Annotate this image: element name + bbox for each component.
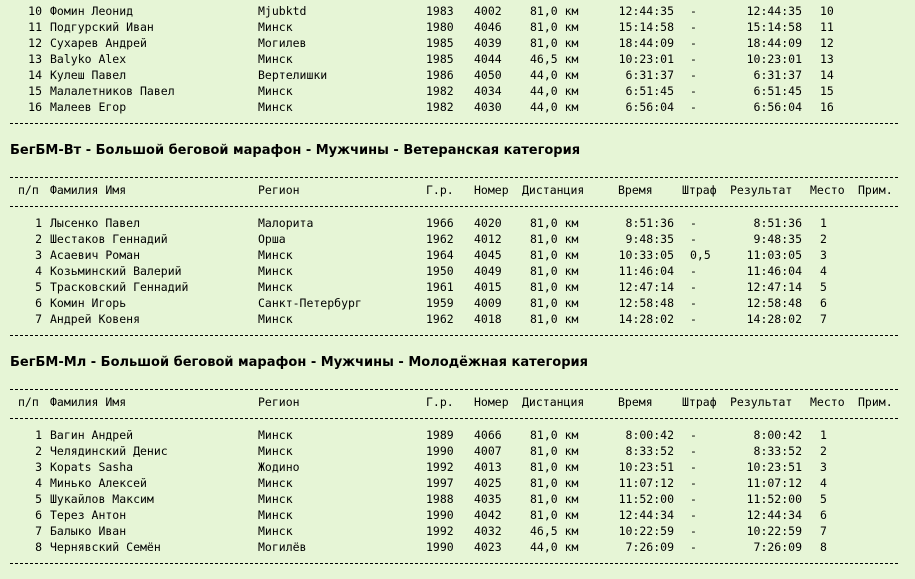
result: 12:47:14 — [746, 280, 802, 294]
penalty: - — [690, 100, 697, 114]
penalty: - — [690, 540, 697, 554]
result: 11:07:12 — [746, 476, 802, 490]
rank: 10 — [820, 4, 834, 18]
result: 8:00:42 — [753, 428, 802, 442]
penalty: - — [690, 280, 697, 294]
header-time: Время — [618, 395, 653, 409]
region: Минск — [258, 280, 293, 294]
bib-number: 4012 — [474, 232, 502, 246]
distance: 44,0 км — [530, 100, 579, 114]
region: Минск — [258, 264, 293, 278]
region: Минск — [258, 248, 293, 262]
penalty: - — [690, 264, 697, 278]
header-num: п/п — [18, 395, 39, 409]
distance: 81,0 км — [530, 460, 579, 474]
table-row — [0, 215, 915, 231]
bib-number: 4030 — [474, 100, 502, 114]
rank: 6 — [820, 508, 827, 522]
rank: 13 — [820, 52, 834, 66]
bib-number: 4050 — [474, 68, 502, 82]
rank: 5 — [820, 492, 827, 506]
region: Минск — [258, 100, 293, 114]
penalty: - — [690, 52, 697, 66]
birth-year: 1992 — [426, 460, 454, 474]
athlete-name: Минько Алексей — [50, 476, 147, 490]
time: 10:33:05 — [618, 248, 674, 262]
region: Минск — [258, 20, 293, 34]
header-result: Результат — [730, 395, 793, 409]
distance: 81,0 км — [530, 216, 579, 230]
time: 12:58:48 — [618, 296, 674, 310]
distance: 46,5 км — [530, 524, 579, 538]
table-row — [0, 427, 915, 443]
time: 8:00:42 — [625, 428, 674, 442]
table-row — [0, 263, 915, 279]
table-row — [0, 443, 915, 459]
time: 7:26:09 — [625, 540, 674, 554]
rank: 14 — [820, 68, 834, 82]
athlete-name: Малеев Егор — [50, 100, 127, 114]
rank: 3 — [820, 248, 827, 262]
table-row — [0, 3, 915, 19]
region: Минск — [258, 492, 293, 506]
region: Вертелишки — [258, 68, 328, 82]
time: 12:44:34 — [618, 508, 674, 522]
region: Минск — [258, 524, 293, 538]
distance: 81,0 км — [530, 36, 579, 50]
birth-year: 1983 — [426, 4, 454, 18]
time: 6:56:04 — [625, 100, 674, 114]
region: Минск — [258, 84, 293, 98]
time: 12:47:14 — [618, 280, 674, 294]
header-place: Место — [810, 183, 845, 197]
bib-number: 4007 — [474, 444, 502, 458]
athlete-name: Асаевич Роман — [50, 248, 141, 262]
header-name: Фамилия Имя — [50, 395, 127, 409]
section-title: БегБМ-Мл - Большой беговой марафон - Мужчины - Молодёжная категория — [10, 355, 588, 370]
divider — [10, 206, 898, 207]
bib-number: 4044 — [474, 52, 502, 66]
bib-number: 4046 — [474, 20, 502, 34]
distance: 81,0 км — [530, 508, 579, 522]
birth-year: 1962 — [426, 232, 454, 246]
bib-number: 4042 — [474, 508, 502, 522]
header-region: Регион — [258, 183, 300, 197]
penalty: - — [690, 216, 697, 230]
birth-year: 1959 — [426, 296, 454, 310]
header-distance: Дистанция — [522, 183, 585, 197]
time: 10:23:01 — [618, 52, 674, 66]
place-number: 5 — [35, 492, 42, 506]
place-number: 7 — [35, 312, 42, 326]
region: Mjubktd — [258, 4, 307, 18]
athlete-name: Лысенко Павел — [50, 216, 141, 230]
athlete-name: Kopats Sasha — [50, 460, 134, 474]
bib-number: 4013 — [474, 460, 502, 474]
place-number: 8 — [35, 540, 42, 554]
penalty: 0,5 — [690, 248, 711, 262]
bib-number: 4045 — [474, 248, 502, 262]
athlete-name: Подгурский Иван — [50, 20, 154, 34]
result: 10:22:59 — [746, 524, 802, 538]
birth-year: 1961 — [426, 280, 454, 294]
penalty: - — [690, 4, 697, 18]
rank: 15 — [820, 84, 834, 98]
place-number: 1 — [35, 428, 42, 442]
place-number: 13 — [28, 52, 42, 66]
result: 18:44:09 — [746, 36, 802, 50]
time: 12:44:35 — [618, 4, 674, 18]
rank: 4 — [820, 476, 827, 490]
place-number: 14 — [28, 68, 42, 82]
rank: 3 — [820, 460, 827, 474]
table-row — [0, 295, 915, 311]
table-row — [0, 507, 915, 523]
divider — [10, 177, 898, 178]
distance: 81,0 км — [530, 20, 579, 34]
athlete-name: Комин Игорь — [50, 296, 127, 310]
result: 10:23:01 — [746, 52, 802, 66]
table-row — [0, 83, 915, 99]
bib-number: 4009 — [474, 296, 502, 310]
time: 11:07:12 — [618, 476, 674, 490]
time: 15:14:58 — [618, 20, 674, 34]
section-end-divider — [10, 123, 898, 124]
athlete-name: Кулеш Павел — [50, 68, 127, 82]
bib-number: 4023 — [474, 540, 502, 554]
birth-year: 1985 — [426, 36, 454, 50]
birth-year: 1988 — [426, 492, 454, 506]
table-row — [0, 539, 915, 555]
rank: 7 — [820, 312, 827, 326]
distance: 46,5 км — [530, 52, 579, 66]
region: Минск — [258, 476, 293, 490]
result: 15:14:58 — [746, 20, 802, 34]
rank: 11 — [820, 20, 834, 34]
section-title: БегБМ-Вт - Большой беговой марафон - Мужчины - Ветеранская категория — [10, 143, 581, 158]
distance: 81,0 км — [530, 232, 579, 246]
place-number: 3 — [35, 248, 42, 262]
rank: 4 — [820, 264, 827, 278]
table-header-row — [0, 182, 915, 198]
distance: 44,0 км — [530, 84, 579, 98]
table-row — [0, 247, 915, 263]
region: Минск — [258, 312, 293, 326]
place-number: 3 — [35, 460, 42, 474]
athlete-name: Балыко Иван — [50, 524, 127, 538]
region: Минск — [258, 508, 293, 522]
time: 8:33:52 — [625, 444, 674, 458]
bib-number: 4034 — [474, 84, 502, 98]
rank: 1 — [820, 216, 827, 230]
athlete-name: Чернявский Семён — [50, 540, 161, 554]
rank: 12 — [820, 36, 834, 50]
table-header-row — [0, 394, 915, 410]
header-distance: Дистанция — [522, 395, 585, 409]
place-number: 12 — [28, 36, 42, 50]
table-row — [0, 459, 915, 475]
table-row — [0, 491, 915, 507]
result: 8:51:36 — [753, 216, 802, 230]
region: Минск — [258, 444, 293, 458]
place-number: 4 — [35, 264, 42, 278]
rank: 16 — [820, 100, 834, 114]
table-row — [0, 475, 915, 491]
penalty: - — [690, 428, 697, 442]
header-time: Время — [618, 183, 653, 197]
table-row — [0, 311, 915, 327]
result: 10:23:51 — [746, 460, 802, 474]
athlete-name: Малалетников Павел — [50, 84, 175, 98]
region: Минск — [258, 52, 293, 66]
penalty: - — [690, 36, 697, 50]
result: 12:44:34 — [746, 508, 802, 522]
place-number: 11 — [28, 20, 42, 34]
time: 9:48:35 — [625, 232, 674, 246]
result: 12:58:48 — [746, 296, 802, 310]
section-end-divider — [10, 335, 898, 336]
athlete-name: Сухарев Андрей — [50, 36, 147, 50]
table-row — [0, 99, 915, 115]
birth-year: 1986 — [426, 68, 454, 82]
time: 10:22:59 — [618, 524, 674, 538]
header-penalty: Штраф — [682, 395, 717, 409]
athlete-name: Трасковский Геннадий — [50, 280, 189, 294]
result: 12:44:35 — [746, 4, 802, 18]
result: 14:28:02 — [746, 312, 802, 326]
distance: 81,0 км — [530, 296, 579, 310]
bib-number: 4025 — [474, 476, 502, 490]
table-row — [0, 231, 915, 247]
bib-number: 4032 — [474, 524, 502, 538]
result: 11:46:04 — [746, 264, 802, 278]
header-region: Регион — [258, 395, 300, 409]
athlete-name: Balyko Alex — [50, 52, 127, 66]
distance: 81,0 км — [530, 476, 579, 490]
header-note: Прим. — [858, 183, 893, 197]
divider — [10, 418, 898, 419]
birth-year: 1982 — [426, 100, 454, 114]
birth-year: 1992 — [426, 524, 454, 538]
time: 8:51:36 — [625, 216, 674, 230]
result: 11:52:00 — [746, 492, 802, 506]
distance: 81,0 км — [530, 280, 579, 294]
table-row — [0, 523, 915, 539]
result: 6:51:45 — [753, 84, 802, 98]
birth-year: 1990 — [426, 508, 454, 522]
birth-year: 1997 — [426, 476, 454, 490]
birth-year: 1990 — [426, 444, 454, 458]
penalty: - — [690, 312, 697, 326]
header-num: п/п — [18, 183, 39, 197]
rank: 5 — [820, 280, 827, 294]
athlete-name: Шестаков Геннадий — [50, 232, 168, 246]
penalty: - — [690, 444, 697, 458]
header-result: Результат — [730, 183, 793, 197]
penalty: - — [690, 524, 697, 538]
birth-year: 1985 — [426, 52, 454, 66]
divider — [10, 389, 898, 390]
result: 9:48:35 — [753, 232, 802, 246]
penalty: - — [690, 20, 697, 34]
distance: 81,0 км — [530, 492, 579, 506]
birth-year: 1990 — [426, 540, 454, 554]
athlete-name: Терез Антон — [50, 508, 127, 522]
bib-number: 4035 — [474, 492, 502, 506]
header-name: Фамилия Имя — [50, 183, 127, 197]
result: 7:26:09 — [753, 540, 802, 554]
distance: 81,0 км — [530, 264, 579, 278]
time: 11:46:04 — [618, 264, 674, 278]
distance: 44,0 км — [530, 68, 579, 82]
time: 6:31:37 — [625, 68, 674, 82]
birth-year: 1982 — [426, 84, 454, 98]
header-bib: Номер — [474, 183, 509, 197]
distance: 81,0 км — [530, 4, 579, 18]
table-row — [0, 19, 915, 35]
place-number: 2 — [35, 232, 42, 246]
distance: 81,0 км — [530, 312, 579, 326]
table-row — [0, 67, 915, 83]
birth-year: 1950 — [426, 264, 454, 278]
athlete-name: Козьминский Валерий — [50, 264, 182, 278]
place-number: 10 — [28, 4, 42, 18]
result: 11:03:05 — [746, 248, 802, 262]
result: 8:33:52 — [753, 444, 802, 458]
place-number: 16 — [28, 100, 42, 114]
bib-number: 4018 — [474, 312, 502, 326]
rank: 6 — [820, 296, 827, 310]
bib-number: 4039 — [474, 36, 502, 50]
athlete-name: Андрей Ковеня — [50, 312, 141, 326]
region: Могилёв — [258, 540, 307, 554]
penalty: - — [690, 476, 697, 490]
bib-number: 4049 — [474, 264, 502, 278]
header-note: Прим. — [858, 395, 893, 409]
place-number: 15 — [28, 84, 42, 98]
rank: 7 — [820, 524, 827, 538]
rank: 2 — [820, 232, 827, 246]
penalty: - — [690, 296, 697, 310]
distance: 81,0 км — [530, 248, 579, 262]
time: 14:28:02 — [618, 312, 674, 326]
place-number: 1 — [35, 216, 42, 230]
athlete-name: Челядинский Денис — [50, 444, 168, 458]
penalty: - — [690, 232, 697, 246]
rank: 8 — [820, 540, 827, 554]
birth-year: 1962 — [426, 312, 454, 326]
rank: 2 — [820, 444, 827, 458]
athlete-name: Фомин Леонид — [50, 4, 134, 18]
table-row — [0, 279, 915, 295]
bib-number: 4020 — [474, 216, 502, 230]
region: Орша — [258, 232, 286, 246]
athlete-name: Шукайлов Максим — [50, 492, 154, 506]
header-place: Место — [810, 395, 845, 409]
birth-year: 1966 — [426, 216, 454, 230]
place-number: 7 — [35, 524, 42, 538]
penalty: - — [690, 492, 697, 506]
distance: 44,0 км — [530, 540, 579, 554]
time: 10:23:51 — [618, 460, 674, 474]
time: 11:52:00 — [618, 492, 674, 506]
birth-year: 1980 — [426, 20, 454, 34]
birth-year: 1964 — [426, 248, 454, 262]
rank: 1 — [820, 428, 827, 442]
time: 18:44:09 — [618, 36, 674, 50]
region: Минск — [258, 428, 293, 442]
table-row — [0, 35, 915, 51]
distance: 81,0 км — [530, 444, 579, 458]
distance: 81,0 км — [530, 428, 579, 442]
place-number: 6 — [35, 296, 42, 310]
header-year: Г.р. — [426, 183, 454, 197]
birth-year: 1989 — [426, 428, 454, 442]
region: Жодино — [258, 460, 300, 474]
place-number: 2 — [35, 444, 42, 458]
athlete-name: Вагин Андрей — [50, 428, 134, 442]
place-number: 6 — [35, 508, 42, 522]
place-number: 5 — [35, 280, 42, 294]
time: 6:51:45 — [625, 84, 674, 98]
region: Могилев — [258, 36, 307, 50]
penalty: - — [690, 508, 697, 522]
result: 6:56:04 — [753, 100, 802, 114]
penalty: - — [690, 460, 697, 474]
header-penalty: Штраф — [682, 183, 717, 197]
region: Малорита — [258, 216, 314, 230]
penalty: - — [690, 84, 697, 98]
place-number: 4 — [35, 476, 42, 490]
header-bib: Номер — [474, 395, 509, 409]
result: 6:31:37 — [753, 68, 802, 82]
penalty: - — [690, 68, 697, 82]
bib-number: 4066 — [474, 428, 502, 442]
table-row — [0, 51, 915, 67]
bib-number: 4002 — [474, 4, 502, 18]
header-year: Г.р. — [426, 395, 454, 409]
bib-number: 4015 — [474, 280, 502, 294]
region: Санкт-Петербург — [258, 296, 362, 310]
section-end-divider — [10, 563, 898, 564]
